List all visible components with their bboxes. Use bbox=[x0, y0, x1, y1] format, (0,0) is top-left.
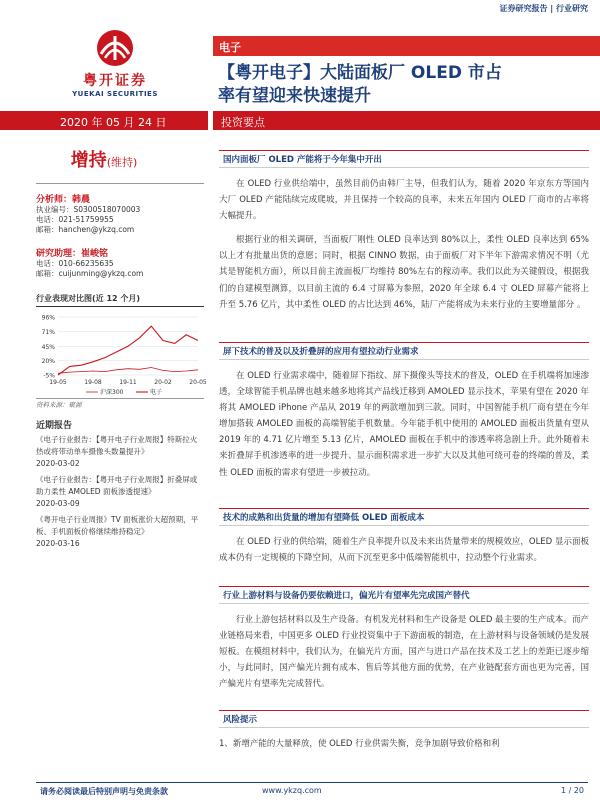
company-logo bbox=[60, 28, 170, 102]
section-heading-text: 技术的成熟和出货量的增加有望降低 OLED 面板成本 bbox=[223, 513, 425, 523]
title-line: 率有望迎来快速提升 bbox=[218, 86, 371, 106]
assistant-heading: 研究助理：崔峻铭 bbox=[36, 249, 109, 259]
section-1 bbox=[219, 150, 589, 313]
series-line-电子 bbox=[58, 326, 198, 375]
analyst-line: 执业编号：S0300518070003 bbox=[36, 205, 141, 214]
paragraph: 在 OLED 行业需求端中，随着屏下指纹、屏下摄像头等技术的普及，OLED 在手机端将加速渗透，全球智能手机品牌也越来越多地将其产品线迁移到 AMOLED 显示技术，苹果有望在 2020 年将其 AMOLED iPhone 产品从 2019 年的两款增加到三款。同时，中国智能手机厂商有望在今年增加搭载 AMOLED 面板的高端智能手机数量。今年能手机中使用的 AMOLED 面板出货量有望从 2019 年的 4.71 亿片增至 5.13 亿片，AMOLED 面板在手机中的渗透率将急剧上升。此外随着未来折叠屏手机渗透率的进一步提升、显示面积需求进一步扩大以及其他可绕可卷的终端的普及，柔性 OLED 面板的需求有望进一步被拉动。 bbox=[219, 371, 589, 478]
assistant-line: 邮箱：cuijunming@ykzq.com bbox=[36, 269, 144, 278]
analyst-line: 电话：021-51759955 bbox=[36, 215, 114, 224]
y-tick-label: 96% bbox=[41, 314, 55, 322]
section-2 bbox=[219, 342, 589, 481]
divider bbox=[36, 306, 204, 307]
y-tick-label: 71% bbox=[41, 328, 55, 336]
analyst-line: 邮箱：hanchen@ykzq.com bbox=[36, 225, 135, 234]
analyst-heading: 分析师：韩晨 bbox=[36, 195, 91, 205]
paragraph: 行业上游包括材料以及生产设备。有机发光材料和生产设备是 OLED 最主要的生产成本。而产业链格局来看，中国更多 OLED 行业投资集中于下游面板的制造，在上游材料与设备领域仍是发展短板。在模组材料中，我们认为，在偏光片方面，国产与进口产品在技术及工艺上的差距已逐步缩小，与此同时，国产偏光片拥有成本、售后等其他方面的优势，在产业链配套方面也更为完善，国产偏光片有望率先完成替代。 bbox=[219, 615, 589, 690]
section-heading-text: 国内面板厂 OLED 产能将于今年集中开出 bbox=[223, 155, 382, 165]
footer-rule bbox=[36, 782, 588, 783]
section-heading bbox=[219, 150, 589, 168]
x-tick-label: 19-08 bbox=[84, 379, 102, 386]
section-heading-text: 行业上游材料与设备仍要依赖进口，偏光片有望率先完成国产替代 bbox=[223, 591, 470, 601]
category-label: 电子 bbox=[219, 41, 241, 54]
section-4 bbox=[219, 586, 589, 692]
logo-cn-text: 粤开证券 bbox=[83, 73, 147, 89]
rating bbox=[0, 146, 208, 172]
report-date-item: 2020-03-02 bbox=[36, 459, 80, 468]
section-label-bar bbox=[213, 111, 600, 130]
section-heading bbox=[219, 342, 589, 360]
reports-heading: 近期报告 bbox=[36, 421, 73, 431]
assistant-block bbox=[36, 246, 204, 279]
reports-list bbox=[36, 434, 204, 554]
chart-title: 行业表现对比图(近 12 个月) bbox=[36, 294, 141, 303]
date-bar bbox=[0, 111, 208, 130]
x-tick-label: 20-05 bbox=[189, 379, 207, 386]
disclaimer-link[interactable]: 请务必阅读最后特别声明与免责条款 bbox=[40, 787, 168, 796]
section-3 bbox=[219, 508, 589, 566]
section-heading-text: 屏下技术的普及以及折叠屏的应用有望拉动行业需求 bbox=[223, 347, 419, 357]
website-link[interactable]: www.ykzq.com bbox=[262, 786, 322, 795]
report-link[interactable]: 《电子行业报告：【粤开电子行业周报】特斯拉火热或将带动单车摄像头数量提升》 bbox=[36, 435, 198, 456]
divider bbox=[36, 183, 204, 184]
y-tick-label: -5% bbox=[43, 372, 55, 380]
x-tick-label: 19-05 bbox=[49, 379, 67, 386]
x-tick-label: 20-02 bbox=[154, 379, 172, 386]
category-bar bbox=[213, 36, 600, 56]
title-line: 【粤开电子】大陆面板厂 OLED 市占 bbox=[218, 63, 502, 83]
section-heading bbox=[219, 508, 589, 526]
y-tick-label: 20% bbox=[41, 358, 55, 366]
chart-source: 资料来源：聚源 bbox=[36, 401, 82, 409]
logo-mark-icon bbox=[93, 28, 137, 68]
top-bar bbox=[0, 0, 600, 18]
report-date: 2020 年 05 月 24 日 bbox=[60, 116, 167, 129]
footer bbox=[0, 782, 600, 800]
report-date-item: 2020-03-16 bbox=[36, 539, 80, 548]
x-tick-label: 19-11 bbox=[119, 379, 137, 386]
report-type-label: 证券研究报告 | 行业研究 bbox=[499, 4, 588, 13]
paragraph: 在 OLED 行业供给端中，虽然目前仍由韩厂主导，但我们认为，随着 2020 年京东方等国内大厂 OLED 产能陆续完成爬坡，并且保持一个较高的良率，未来五年国内 OLED 厂商市的占率将大幅提升。 bbox=[219, 179, 589, 222]
performance-chart bbox=[36, 313, 207, 398]
series-line-沪深300 bbox=[58, 368, 198, 374]
assistant-line: 电话：010-66235635 bbox=[36, 259, 114, 268]
paragraph: 根据行业的相关调研，当面板厂刚性 OLED 良率达到 80%以上，柔性 OLED 良率达到 65%以上才有批量出货的意愿；同时，根据 CINNO 数据，由于面板厂对下半年下游需求情况不明（尤其是智能机方面），所以目前主流面板厂均维持 80%左右的稼动率。我们以此为关键假设，根据我们的自建模型测算，以目前主流的 6.4 寸屏幕为参照，2020 年全球 6.4 寸 OLED 屏幕产能将上升至 5.76 亿片，其中柔性 OLED 的占比达到 46%，陆厂产能将成为未来行业的主要增量部分 。 bbox=[219, 235, 589, 310]
section-label: 投资要点 bbox=[221, 116, 265, 129]
legend-label: 电子 bbox=[150, 389, 163, 396]
rating-sub: (维持) bbox=[106, 156, 138, 169]
section-heading bbox=[219, 710, 589, 728]
section-5 bbox=[219, 710, 589, 752]
legend-label: 沪深300 bbox=[100, 389, 124, 396]
report-link[interactable]: 《粤开电子行业周报》TV 面板涨价大超预期，平板、手机面板价格继续维持稳定》 bbox=[36, 515, 199, 536]
y-tick-label: 45% bbox=[41, 343, 55, 351]
page-number: 1 / 20 bbox=[560, 786, 584, 795]
report-link[interactable]: 《电子行业报告：【粤开电子行业周报】折叠屏或助力柔性 AMOLED 面板渗透提速》 bbox=[36, 475, 198, 496]
paragraph: 1、新增产能的大量释放，使 OLED 行业供需失衡，竞争加剧导致价格和利 bbox=[219, 739, 500, 749]
section-heading bbox=[219, 586, 589, 604]
analyst-block bbox=[36, 192, 204, 235]
divider bbox=[36, 398, 204, 399]
section-heading-text: 风险提示 bbox=[223, 715, 258, 725]
paragraph: 在 OLED 行业的供给端，随着生产良率提升以及未来出货量带来的规模效应，OLED 显示面板成本仍有一定规模的下降空间，从而下沉至更多中低端智能机中，拉动整个行业需求。 bbox=[219, 537, 589, 564]
report-title bbox=[218, 62, 588, 108]
report-date-item: 2020-03-09 bbox=[36, 499, 80, 508]
logo-en-text: YUEKAI SECURITIES bbox=[72, 90, 158, 98]
rating-main: 增持 bbox=[70, 150, 107, 171]
